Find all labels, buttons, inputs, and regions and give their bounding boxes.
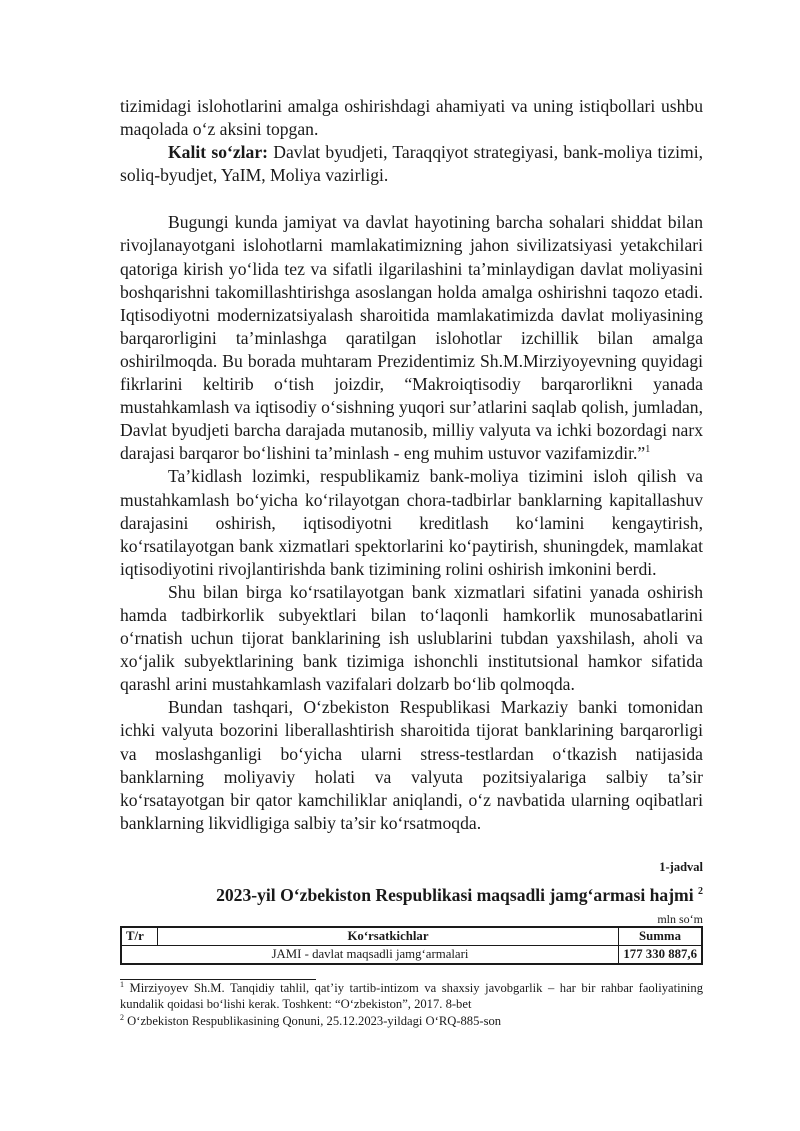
data-table — [120, 926, 703, 965]
body-paragraph — [120, 211, 703, 465]
keywords-text: Davlat byudjeti, Taraqqiyot strategiyasi, bank-moliya tizimi, soliq-byudjet, YaIM, Moliya vazirligi. — [120, 142, 703, 186]
table-title — [120, 884, 703, 906]
footnote-text: O‘zbekiston Respublikasining Qonuni, 25.12.2023-yildagi O‘RQ-885-son — [127, 1013, 502, 1028]
footnote-mark: 1 — [120, 979, 124, 989]
intro-paragraph-tail: tizimidagi islohotlarini amalga oshirishdagi ahamiyati va uning istiqbollari ushbu maqolada o‘z aksini topgan. — [120, 96, 703, 140]
header-cell-indicators: Ko‘rsatkichlar — [158, 927, 619, 946]
paragraph-text: Bugungi kunda jamiyat va davlat hayotining barcha sohalari shiddat bilan rivojlanayotgani islohotlarni mamlakatimizning jahon sivilizatsiyasi yetakchilari qatoriga kirish yo‘lida tez va sifatli ilgarilashini ta’minlaydigan davlat moliyasini boshqarishni takomillashtirishga asoslangan holda amalga oshirishni taqozo etadi. Iqtisodiyotni modernizatsiyalash sharoitida mamlakatimizda davlat moliyasining barqarorligini ta’minlashga qaratilgan islohotlar izchillik bilan amalga oshirilmoqda. Bu borada muhtaram Prezidentimiz Sh.M.Mirziyoyevning quyidagi fikrlarini keltirib o‘tish joizdir, “Makroiqtisodiy barqarorlikni yanada mustahkamlash va iqtisodiy o‘sishning yuqori sur’atlarini saqlab qolish, jumladan, Davlat byudjeti barcha darajada mutanosib, milliy valyuta va ichki bozordagi narx darajasi barqaror bo‘lishini ta’minlash - eng muhim ustuvor vazifamizdir.” — [120, 212, 703, 464]
footnote — [120, 980, 703, 1013]
body-paragraph: Ta’kidlash lozimki, respublikamiz bank-moliya tizimini isloh qilish va mustahkamlash bo‘yicha ko‘rilayotgan chora-tadbirlar banklarning kapitallashuv darajasini oshirish, iqtisodiyotni kreditlash ko‘lamini kengaytirish, ko‘rsatilayotgan bank xizmatlari spektorlarini ko‘paytirish, shuningdek, mamlakat iqtisodiyotini rivojlantirishda bank tizimining rolini oshirish imkonini berdi. — [120, 466, 703, 579]
keywords-label: Kalit so‘zlar: — [168, 142, 269, 163]
table-number: 1-jadval — [659, 859, 703, 874]
table-title-text: 2023-yil O‘zbekiston Respublikasi maqsadli jamg‘armasi hajmi — [216, 884, 694, 905]
table-header-row — [121, 927, 702, 946]
section-gap — [120, 187, 703, 211]
footnote-text: Mirziyoyev Sh.M. Tanqidiy tahlil, qat’iy tartib-intizom va shaxsiy javobgarlik – har bir rahbar faoliyatining kundalik qoidasi bo‘lishi kerak. Toshkent: “O‘zbekiston”, 2017. 8-bet — [120, 980, 703, 1012]
keywords-paragraph — [120, 141, 703, 187]
footnote — [120, 1013, 703, 1030]
header-cell-sum: Summa — [619, 927, 703, 946]
header-cell-number: T/r — [121, 927, 158, 946]
footnote-ref: 1 — [645, 444, 651, 456]
table-unit: mln so‘m — [657, 911, 703, 926]
footnote-mark: 2 — [120, 1012, 124, 1022]
total-value-cell: 177 330 887,6 — [619, 945, 703, 964]
body-paragraph: Bundan tashqari, O‘zbekiston Respublikasi Markaziy banki tomonidan ichki valyuta bozorini liberallashtirish sharoitida tijorat banklarining barqarorligi va moslashganligi bo‘yicha ularni stress-testlardan o‘tkazish natijasida banklarning moliyaviy holati va valyuta pozitsiyalariga salbiy ta’sir ko‘rsatayotgan bir qator kamchiliklar aniqlandi, o‘z navbatida ularning oqibatlari banklarning likvidligiga salbiy ta’sir ko‘rsatmoqda. — [120, 697, 703, 833]
table-row — [121, 945, 702, 964]
footnote-ref: 2 — [698, 886, 703, 898]
body-paragraph: Shu bilan birga ko‘rsatilayotgan bank xizmatlari sifatini yanada oshirish hamda tadbirkorlik subyektlari bilan to‘laqonli hamkorlik munosabatlarini o‘rnatish uchun tijorat banklarining ish uslublarini tubdan yaxshilash, aholi va xo‘jalik subyektlarining bank tizimiga ishonchli institutsional hamkor sifatida qarashl arini mustahkamlash vazifalari dolzarb bo‘lib qolmoqda. — [120, 581, 703, 695]
total-label-cell: JAMI - davlat maqsadli jamg‘armalari — [121, 945, 619, 964]
document-page — [120, 95, 703, 1029]
